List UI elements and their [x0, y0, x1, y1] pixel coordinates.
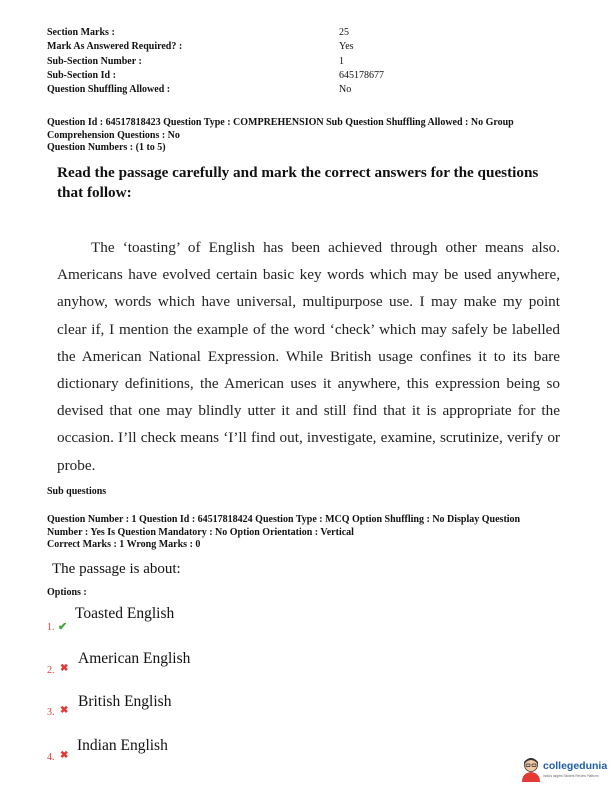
correct-check-icon: ✔ — [58, 621, 68, 633]
passage-heading-line2: that follow: — [57, 184, 132, 201]
option-4[interactable] — [47, 736, 247, 766]
question-group-line3: Question Numbers : (1 to 5) — [47, 142, 166, 153]
passage-heading — [57, 163, 577, 203]
question1-info-line2: Number : Yes Is Question Mandatory : No Option Orientation : Vertical — [47, 526, 354, 538]
option-2[interactable] — [47, 649, 247, 679]
wrong-cross-icon: ✖ — [60, 663, 69, 674]
question-group-info — [47, 117, 587, 155]
option-2-number: 2. — [47, 665, 55, 676]
option-2-text: American English — [78, 650, 191, 667]
passage-body — [57, 234, 560, 479]
brand-tagline: India's largest Student Review Platform — [543, 774, 599, 778]
option-3-text: British English — [78, 693, 172, 710]
section-values — [339, 26, 384, 97]
option-1[interactable] — [47, 604, 247, 634]
option-1-text: Toasted English — [75, 605, 175, 622]
option-3[interactable] — [47, 692, 247, 722]
collegedunia-logo-icon — [519, 756, 543, 782]
section-marks-value: 25 — [339, 27, 349, 38]
option-4-number: 4. — [47, 752, 55, 763]
question1-info — [47, 514, 587, 552]
question-group-line1: Question Id : 64517818423 Question Type : COMPREHENSION Sub Question Shuffling Allowed : No Group — [47, 117, 514, 128]
question-shuffling-value: No — [339, 84, 352, 96]
passage-heading-line1: Read the passage carefully and mark the correct answers for the questions — [57, 164, 539, 181]
question1-text: The passage is about: — [52, 561, 181, 577]
option-4-text: Indian English — [77, 737, 168, 754]
options-label: Options : — [47, 587, 87, 598]
sub-section-number-label: Sub-Section Number : — [47, 55, 142, 67]
mark-answered-value: Yes — [339, 41, 354, 53]
mark-answered-label: Mark As Answered Required? : — [47, 41, 183, 53]
question1-info-line1: Question Number : 1 Question Id : 64517818424 Question Type : MCQ Option Shuffling : No Display Question — [47, 514, 521, 525]
passage-text: The ‘toasting’ of English has been achieved through other means also. Americans have evolved certain basic key words which may be used anywhere, anyhow, words which have universal, multipurpose use. I may make my point clear if, I mention the example of the word ‘check’ which may safely be labelled the American National Expression. While British usage confines it to its bare dictionary definitions, the American uses it anywhere, this expression being so devised that one may blindly utter it and still find that it is appropriate for the occasion. I’ll check means ‘I’ll find out, investigate, examine, scrutinize, verify or probe. — [57, 239, 560, 474]
question-shuffling-label: Question Shuffling Allowed : — [47, 84, 171, 96]
sub-section-id-value: 645178677 — [339, 69, 384, 81]
collegedunia-watermark — [519, 754, 611, 786]
section-marks-label: Section Marks : — [47, 27, 115, 38]
wrong-cross-icon: ✖ — [60, 750, 69, 761]
question1-info-line3: Correct Marks : 1 Wrong Marks : 0 — [47, 539, 201, 550]
sub-questions-label: Sub questions — [47, 486, 107, 497]
sub-section-number-value: 1 — [339, 55, 344, 67]
sub-section-id-label: Sub-Section Id : — [47, 69, 116, 81]
brand-name: collegedunia — [543, 760, 608, 772]
option-1-number: 1. — [47, 622, 55, 633]
section-labels — [47, 26, 182, 97]
wrong-cross-icon: ✖ — [60, 705, 69, 716]
question-group-line2: Comprehension Questions : No — [47, 129, 180, 141]
option-3-number: 3. — [47, 707, 55, 718]
